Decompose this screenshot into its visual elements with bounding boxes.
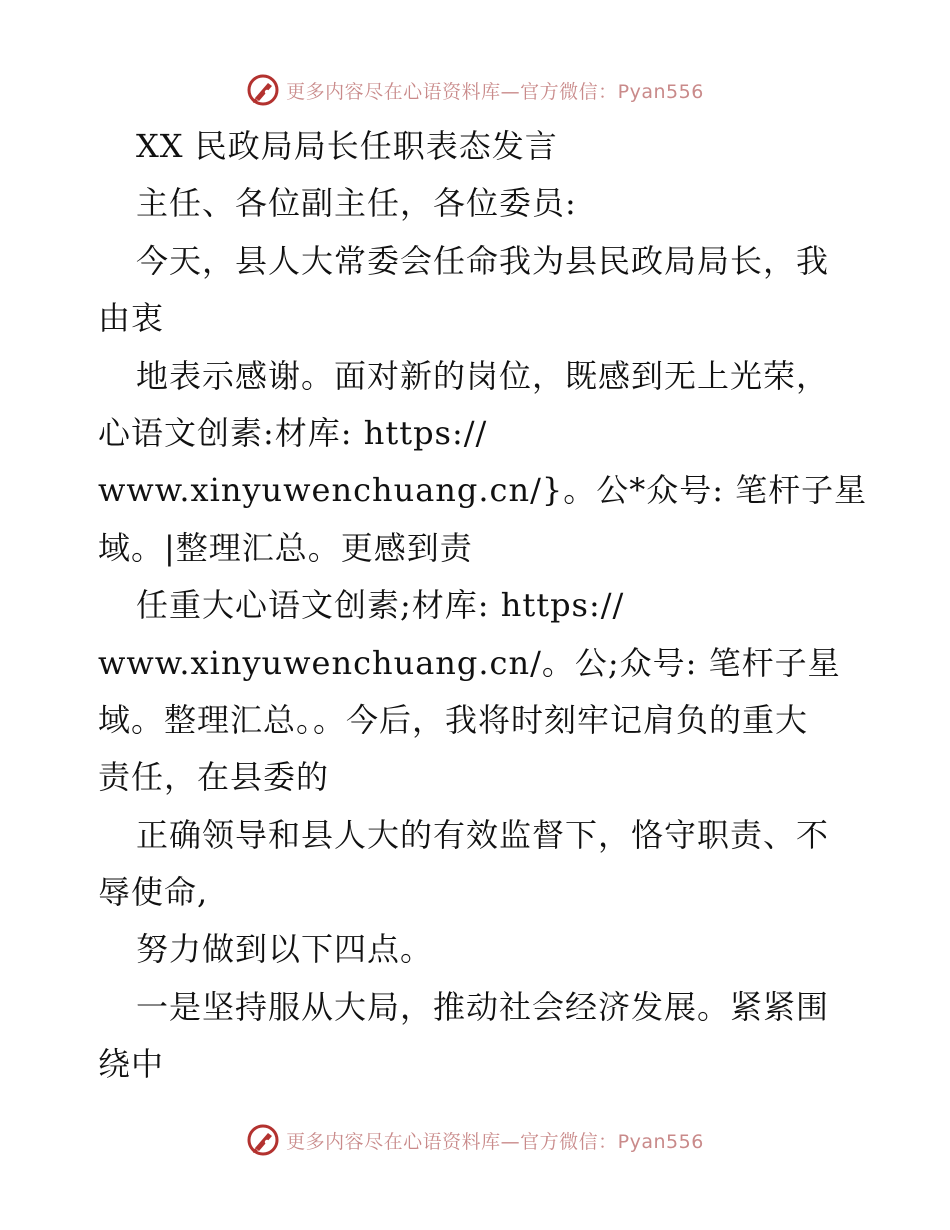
text-line: 任重大心语文创素;材库: https:// xyxy=(136,586,625,625)
text-line: 域。整理汇总。。今后，我将时刻牢记肩负的重大 xyxy=(98,700,809,739)
text-line: 地表示感谢。面对新的岗位，既感到无上光荣， xyxy=(136,356,830,395)
banner-text: 更多内容尽在心语资料库—官方微信：Pyan556 xyxy=(286,80,704,103)
text-line: www.xinyuwenchuang.cn/}。公*众号: 笔杆子星 xyxy=(98,471,868,510)
text-line: 责任，在县委的 xyxy=(98,758,330,797)
text-line: 心语文创素:材库: https:// xyxy=(98,413,488,452)
text-line: XX 民政局局长任职表态发言 xyxy=(136,127,558,165)
pen-logo-icon xyxy=(246,73,280,107)
text-line: 努力做到以下四点。 xyxy=(136,930,434,969)
banner-text: 更多内容尽在心语资料库—官方微信：Pyan556 xyxy=(286,1130,704,1153)
text-line: 主任、各位副主任，各位委员: xyxy=(136,184,577,223)
text-line: 辱使命, xyxy=(98,873,209,912)
text-line: 今天，县人大常委会任命我为县民政局局长，我 xyxy=(136,241,830,280)
text-line: 域。|整理汇总。更感到责 xyxy=(98,528,473,567)
text-line: 一是坚持服从大局，推动社会经济发展。紧紧围 xyxy=(136,987,830,1026)
text-line: 正确领导和县人大的有效监督下，恪守职责、不 xyxy=(136,815,830,854)
text-line: www.xinyuwenchuang.cn/。公;众号: 笔杆子星 xyxy=(98,643,841,682)
pen-logo-icon xyxy=(246,1123,280,1157)
text-line: 由衷 xyxy=(98,299,165,338)
footer-banner xyxy=(0,1120,950,1160)
document-body xyxy=(98,118,868,1094)
text-line: 绕中 xyxy=(98,1045,165,1084)
header-banner xyxy=(0,70,950,110)
